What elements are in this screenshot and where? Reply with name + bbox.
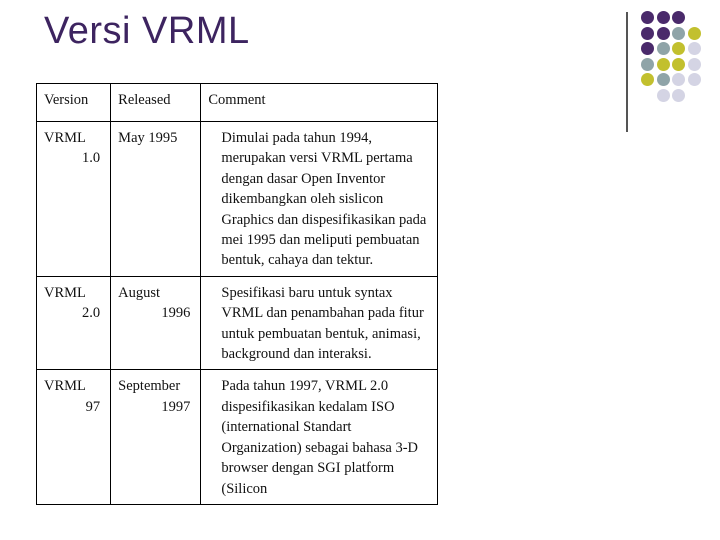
version-text: VRML [44,130,86,146]
table-row [37,122,438,277]
decorative-dot [641,73,654,86]
header-released: Released [111,84,201,122]
comment-cell: Dimulai pada tahun 1994, merupakan versi VRML pertama dengan dasar Open Inventor dikembangkan oleh sislicon Graphics dan dispesifikasikan pada mei 1995 dan meliputi pembuatan bentuk, cahaya dan tektur. [201,122,438,277]
decorative-dot [641,27,654,40]
decorative-dot [657,89,670,102]
decorative-dot [672,42,685,55]
decorative-dot [672,73,685,86]
vrml-versions-table [36,83,438,505]
version-cell [37,370,111,504]
decorative-dot [641,42,654,55]
comment-cell: Pada tahun 1997, VRML 2.0 dispesifikasikan kedalam ISO (international Standart Organization) sebagai bahasa 3-D browser dengan SGI platform (Silicon [201,370,438,504]
version-number: 1.0 [82,150,101,167]
released-cell [111,370,201,504]
version-cell [37,276,111,370]
version-text: VRML [44,284,86,301]
decorative-dot [688,27,701,40]
header-comment: Comment [201,84,438,122]
header-version: Version [37,84,111,122]
decorative-dot [657,11,670,24]
released-text: May 1995 [118,130,178,146]
released-year: 1997 [161,398,191,415]
released-year: 1996 [161,305,191,322]
version-cell [37,122,111,277]
decorative-dot [657,73,670,86]
decorative-dot [641,11,654,24]
version-text: VRML [44,378,86,395]
version-number: 97 [85,398,101,415]
decorative-dot [672,58,685,71]
comment-cell: Spesifikasi baru untuk syntax VRML dan penambahan pada fitur untuk pembuatan bentuk, animasi, background dan interaksi. [201,276,438,370]
released-text: September [118,378,181,395]
decorative-divider-line [626,12,628,132]
decorative-dot [657,27,670,40]
released-cell [111,276,201,370]
decorative-dot [672,11,685,24]
decorative-dot [672,27,685,40]
table-row [37,370,438,504]
decorative-dot [688,73,701,86]
decorative-dot [641,58,654,71]
decorative-dot [688,42,701,55]
released-cell [111,122,201,277]
decorative-dot [672,89,685,102]
table-row [37,276,438,370]
released-text: August [118,284,161,301]
version-number: 2.0 [82,305,101,322]
decorative-dot [657,58,670,71]
slide-title: Versi VRML [44,10,250,52]
table-header-row [37,84,438,122]
decorative-dot [657,42,670,55]
decorative-dot [688,58,701,71]
